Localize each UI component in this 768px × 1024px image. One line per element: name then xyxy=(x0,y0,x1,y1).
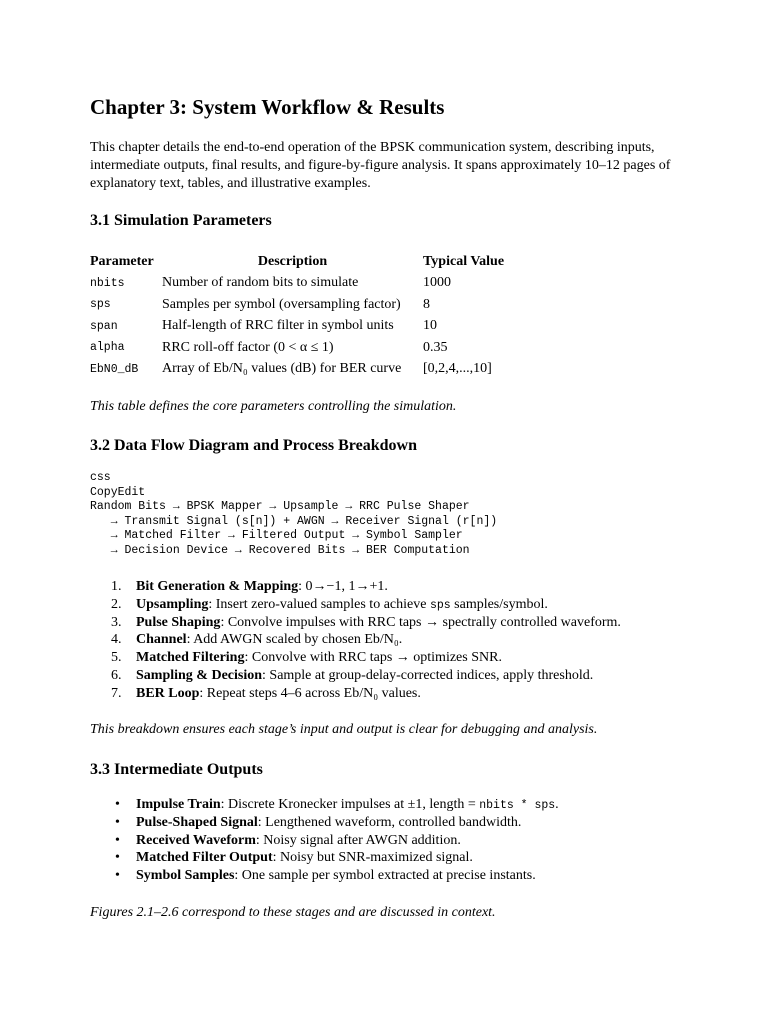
step-number: 2. xyxy=(111,596,122,612)
intermediate-outputs-list xyxy=(90,796,559,885)
param-value: 10 xyxy=(423,318,437,334)
bullet-term: Matched Filter Output xyxy=(136,850,273,866)
table-row xyxy=(90,337,504,359)
step-term: Sampling & Decision xyxy=(136,667,263,683)
param-description: Samples per symbol (oversampling factor) xyxy=(162,296,401,312)
step-term: Pulse Shaping xyxy=(136,614,221,630)
list-item xyxy=(90,685,621,703)
step-term: BER Loop xyxy=(136,685,200,701)
bullet-text: . xyxy=(555,797,559,812)
section-heading-intermediate-outputs: 3.3 Intermediate Outputs xyxy=(90,761,263,778)
param-name: sps xyxy=(90,298,111,312)
chapter-title: Chapter 3: System Workflow & Results xyxy=(90,95,445,119)
header-description: Description xyxy=(257,253,328,269)
list-item xyxy=(90,667,621,685)
list-item xyxy=(90,832,559,850)
bullet-text: : Lengthened waveform, controlled bandwidth. xyxy=(257,814,522,830)
table-row xyxy=(90,359,504,381)
breakdown-caption: This breakdown ensures each stage’s input and output is clear for debugging and analysis. xyxy=(90,722,598,737)
code-line: → Decision Device → Recovered Bits → BER Computation xyxy=(90,543,470,557)
table-header-row xyxy=(90,251,504,273)
step-text: : Sample at group-delay-corrected indices, apply threshold. xyxy=(262,667,594,683)
bullet-icon: • xyxy=(115,832,120,848)
param-value: 8 xyxy=(423,296,430,312)
bullet-icon: • xyxy=(115,814,120,830)
param-value: 1000 xyxy=(423,275,451,291)
list-item xyxy=(90,596,621,614)
list-item xyxy=(90,578,621,596)
data-flow-code-block xyxy=(90,471,497,559)
step-text: samples/symbol. xyxy=(450,596,548,612)
step-text: : Convolve with RRC taps → optimizes SNR. xyxy=(244,650,502,666)
bullet-text: : Discrete Kronecker impulses at ±1, length = xyxy=(220,797,480,812)
step-number: 4. xyxy=(111,632,122,648)
step-number: 6. xyxy=(111,667,122,683)
param-value: 0.35 xyxy=(423,339,448,355)
bullet-text: : Noisy signal after AWGN addition. xyxy=(255,832,461,848)
table-row xyxy=(90,294,504,316)
step-text: : Repeat steps 4–6 across Eb/N₀ values. xyxy=(199,685,421,701)
bullet-term: Pulse-Shaped Signal xyxy=(136,814,258,830)
code-line: Random Bits → BPSK Mapper → Upsample → RRC Pulse Shaper xyxy=(90,500,470,514)
param-name: alpha xyxy=(90,341,125,355)
param-name: EbN0_dB xyxy=(90,362,139,376)
bullet-term: Received Waveform xyxy=(136,832,256,848)
section-heading-simulation-parameters: 3.1 Simulation Parameters xyxy=(90,212,272,229)
section-heading-data-flow: 3.2 Data Flow Diagram and Process Breakdown xyxy=(90,437,417,454)
copy-edit-label[interactable]: CopyEdit xyxy=(90,485,146,499)
table-row xyxy=(90,273,504,295)
list-item xyxy=(90,796,559,814)
param-description: RRC roll-off factor (0 < α ≤ 1) xyxy=(162,339,334,355)
param-value: [0,2,4,...,10] xyxy=(423,361,492,377)
step-text: : Convolve impulses with RRC taps → spectrally controlled waveform. xyxy=(220,614,621,630)
code-line: → Matched Filter → Filtered Output → Symbol Sampler xyxy=(90,529,463,543)
header-parameter: Parameter xyxy=(90,253,154,269)
intro-paragraph: This chapter details the end-to-end operation of the BPSK communication system, describing inputs, intermediate outputs, final results, and figure-by-figure analysis. It spans approximately 10–12 pages of explanatory text, tables, and illustrative examples. xyxy=(90,140,671,191)
bullet-term: Impulse Train xyxy=(136,797,221,812)
parameters-table xyxy=(90,251,504,380)
table-caption: This table defines the core parameters controlling the simulation. xyxy=(90,399,457,414)
step-text: : 0→−1, 1→+1. xyxy=(298,579,388,594)
param-name: nbits xyxy=(90,276,125,290)
bullet-text: : Noisy but SNR-maximized signal. xyxy=(272,850,473,866)
step-number: 7. xyxy=(111,685,122,701)
code-line: css xyxy=(90,471,111,484)
figures-caption: Figures 2.1–2.6 correspond to these stages and are discussed in context. xyxy=(90,905,496,920)
table-row xyxy=(90,316,504,338)
step-number: 1. xyxy=(111,579,122,594)
list-item xyxy=(90,849,559,867)
param-description: Number of random bits to simulate xyxy=(162,275,359,291)
code-line: → Transmit Signal (s[n]) + AWGN → Receiver Signal (r[n]) xyxy=(90,514,498,528)
inline-code: nbits * sps xyxy=(479,799,556,812)
bullet-icon: • xyxy=(115,868,120,884)
bullet-term: Symbol Samples xyxy=(136,868,235,884)
step-number: 3. xyxy=(111,614,122,630)
step-text: : Add AWGN scaled by chosen Eb/N₀. xyxy=(186,632,403,648)
param-name: span xyxy=(90,319,118,333)
bullet-text: : One sample per symbol extracted at precise instants. xyxy=(234,868,536,884)
step-term: Channel xyxy=(136,632,187,648)
step-term: Upsampling xyxy=(136,596,209,612)
process-steps-list xyxy=(90,578,621,703)
list-item xyxy=(90,814,559,832)
param-description: Array of Eb/N₀ values (dB) for BER curve xyxy=(162,361,402,377)
step-number: 5. xyxy=(111,650,122,666)
param-description: Half-length of RRC filter in symbol units xyxy=(162,318,394,334)
step-term: Bit Generation & Mapping xyxy=(136,579,299,594)
list-item xyxy=(90,867,559,885)
step-text: : Insert zero-valued samples to achieve xyxy=(208,596,430,612)
header-typical-value: Typical Value xyxy=(423,253,505,269)
bullet-icon: • xyxy=(115,850,120,866)
list-item xyxy=(90,649,621,667)
bullet-icon: • xyxy=(115,797,120,812)
inline-code: sps xyxy=(429,598,451,612)
list-item xyxy=(90,631,621,649)
list-item xyxy=(90,614,621,632)
step-term: Matched Filtering xyxy=(136,650,245,666)
